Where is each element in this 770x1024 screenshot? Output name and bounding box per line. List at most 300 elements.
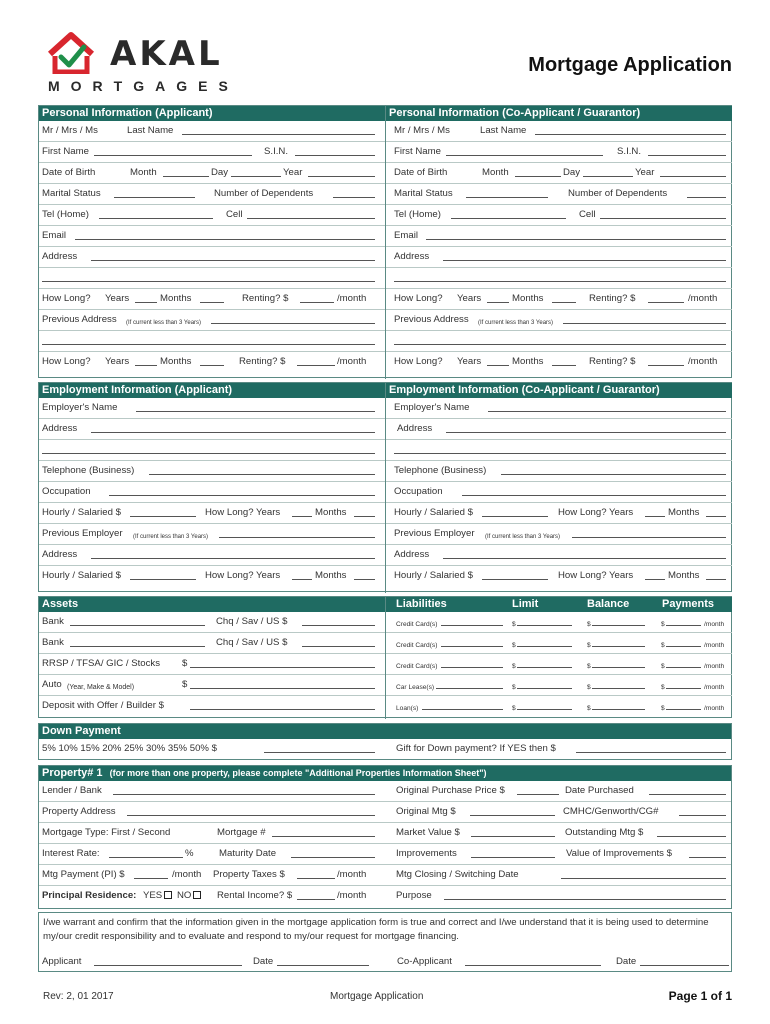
sin-field[interactable]: [295, 146, 375, 156]
label-interest: Interest Rate:: [42, 848, 100, 859]
label-dollar: $: [587, 621, 591, 628]
label-years: Years: [105, 356, 130, 367]
bank-1-amount-field[interactable]: [302, 616, 375, 626]
down-payment-percent-options[interactable]: 5% 10% 15% 20% 25% 30% 35% 50% $: [42, 743, 217, 754]
label-address: Address: [42, 423, 78, 434]
row-phone: [39, 205, 385, 226]
closing-field[interactable]: [561, 869, 726, 879]
co-first-name-field[interactable]: [446, 146, 603, 156]
row-prev-employer: [39, 524, 385, 545]
label-chq: Chq / Sav / US $: [216, 616, 288, 627]
co-emp-address-field[interactable]: [446, 423, 726, 433]
row-address: [39, 247, 385, 268]
label-rental: Rental Income? $: [217, 890, 293, 901]
label-prev-address: Previous Address: [42, 314, 117, 325]
dob-day-field[interactable]: [231, 167, 281, 177]
rrsp-field[interactable]: [190, 658, 375, 668]
label-co-applicant-signature: Co-Applicant: [397, 956, 452, 967]
co-dependents-field[interactable]: [687, 188, 726, 198]
footer-title: Mortgage Application: [330, 991, 424, 1002]
label-market-value: Market Value $: [396, 827, 460, 838]
co-occupation-field[interactable]: [462, 486, 726, 496]
cmhc-field[interactable]: [679, 806, 726, 816]
mortgage-no-field[interactable]: [272, 827, 375, 837]
row-prev-emp-address: [386, 545, 732, 566]
co-address-line-2-field[interactable]: [394, 272, 726, 282]
co-marital-status-field[interactable]: [466, 188, 548, 198]
label-how-long: How Long?: [394, 356, 443, 367]
row-occupation: [39, 482, 385, 503]
label-sin: S.I.N.: [264, 146, 288, 157]
label-year: Year: [635, 167, 655, 178]
row-phone: [386, 205, 732, 226]
dob-year-field[interactable]: [308, 167, 375, 177]
label-rrsp: RRSP / TFSA/ GIC / Stocks: [42, 658, 160, 669]
label-address: Address: [394, 549, 430, 560]
prev-emp-months-field[interactable]: [354, 570, 375, 580]
section-header-down-payment: Down Payment: [39, 724, 731, 739]
label-gift: Gift for Down payment? If YES then $: [396, 743, 556, 754]
label-mortgage-type[interactable]: Mortgage Type: First / Second: [42, 827, 171, 838]
label-dollar: $: [661, 684, 665, 691]
label-dependents: Number of Dependents: [568, 188, 668, 199]
label-maturity: Maturity Date: [219, 848, 277, 859]
address-field[interactable]: [91, 251, 375, 261]
section-header-liabilities: [386, 597, 732, 612]
document-title: Mortgage Application: [528, 54, 732, 76]
label-credit-card: Credit Card(s): [396, 663, 438, 670]
principal-no-option[interactable]: [177, 890, 201, 902]
label-auto-note: (Year, Make & Model): [67, 684, 135, 691]
row-prev-address: [39, 310, 385, 331]
prev-hourly-field[interactable]: [130, 570, 196, 580]
label-cmhc: CMHC/Genworth/CG#: [563, 806, 659, 817]
car-lease-limit[interactable]: [517, 679, 572, 689]
label-improvements: Improvements: [396, 848, 457, 859]
label-loan: Loan(s): [396, 705, 419, 712]
label-year: Year: [283, 167, 303, 178]
label-cell: Cell: [579, 209, 596, 220]
page-footer: [0, 988, 770, 1006]
co-prev-address-field[interactable]: [563, 314, 726, 324]
co-cell-field[interactable]: [600, 209, 726, 219]
section-header-property: [39, 766, 731, 781]
row-emp-address-2: [386, 440, 732, 461]
market-value-field[interactable]: [471, 827, 555, 837]
outstanding-field[interactable]: [657, 827, 726, 837]
label-salutation: Mr / Mrs / Ms: [42, 125, 98, 136]
property-note: (for more than one property, please complete "Additional Properties Information Sheet"): [109, 768, 487, 778]
emp-address-line-2-field[interactable]: [42, 444, 375, 454]
label-address: Address: [42, 251, 78, 262]
improvements-field[interactable]: [471, 848, 555, 858]
car-lease-balance[interactable]: [592, 679, 645, 689]
label-orig-price: Original Purchase Price $: [396, 785, 505, 796]
row-hourly: [386, 503, 732, 524]
emp-address-field[interactable]: [91, 423, 375, 433]
label-years: Years: [457, 356, 482, 367]
label-dob: Date of Birth: [394, 167, 448, 178]
label-mortgage-no: Mortgage #: [217, 827, 266, 838]
taxes-field[interactable]: [297, 869, 335, 879]
prev-emp-address-field[interactable]: [91, 549, 375, 559]
row-lender: [39, 781, 731, 802]
co-tel-home-field[interactable]: [451, 209, 566, 219]
label-closing: Mtg Closing / Switching Date: [396, 869, 519, 880]
credit-card-2-field[interactable]: [441, 637, 503, 647]
row-first-name: [386, 142, 732, 163]
car-lease-payment[interactable]: [666, 679, 701, 689]
co-prev-emp-years-field[interactable]: [645, 570, 665, 580]
co-last-name-field[interactable]: [535, 125, 726, 135]
label-auto: Auto: [42, 679, 62, 690]
orig-mtg-field[interactable]: [470, 806, 555, 816]
label-orig-mtg: Original Mtg $: [396, 806, 456, 817]
prev-years-field[interactable]: [135, 356, 157, 366]
row-prev-employer: [386, 524, 732, 545]
label-co-applicant-date: Date: [616, 956, 637, 967]
label-dollar: $: [512, 621, 516, 628]
label-address: Address: [394, 251, 430, 262]
row-email: [386, 226, 732, 247]
co-emp-address-line-2-field[interactable]: [394, 444, 726, 454]
label-if-less: (If current less than 3 Years): [485, 534, 561, 540]
row-telephone: [386, 461, 732, 482]
row-name: [386, 121, 732, 142]
co-applicant-signature-field[interactable]: [465, 956, 601, 966]
row-prev-address-2: [386, 331, 732, 352]
page-number: Page 1 of 1: [668, 989, 732, 1003]
label-email: Email: [42, 230, 66, 241]
label-date-purchased: Date Purchased: [565, 785, 634, 796]
label-per-month: /month: [337, 356, 367, 367]
co-prev-renting-field[interactable]: [648, 356, 684, 366]
row-address: [386, 247, 732, 268]
co-address-field[interactable]: [443, 251, 726, 261]
revision-label: Rev: 2, 01 2017: [43, 991, 114, 1002]
row-employer: [386, 398, 732, 419]
co-years-field[interactable]: [487, 293, 509, 303]
credit-card-2-balance[interactable]: [592, 637, 645, 647]
co-emp-months-field[interactable]: [706, 507, 726, 517]
co-emp-years-field[interactable]: [645, 507, 665, 517]
co-dob-day-field[interactable]: [583, 167, 633, 177]
label-how-long: How Long?: [394, 293, 443, 304]
label-credit-card: Credit Card(s): [396, 621, 438, 628]
label-car-lease: Car Lease(s): [396, 684, 435, 691]
label-if-less: (If current less than 3 Years): [478, 320, 554, 326]
label-per-month: /month: [704, 642, 725, 649]
label-cell: Cell: [226, 209, 243, 220]
label-if-less: (If current less than 3 Years): [133, 534, 209, 540]
row-prev-address-2: [39, 331, 385, 352]
row-prev-address: [386, 310, 732, 331]
label-dollar: $: [661, 642, 665, 649]
co-prev-months-field[interactable]: [552, 356, 576, 366]
co-sin-field[interactable]: [648, 146, 726, 156]
years-field[interactable]: [135, 293, 157, 303]
label-per-month: /month: [337, 869, 367, 880]
last-name-field[interactable]: [182, 125, 375, 135]
co-employer-field[interactable]: [488, 402, 726, 412]
marital-status-field[interactable]: [114, 188, 195, 198]
label-principal-residence: Principal Residence:: [42, 890, 137, 901]
personal-co-applicant-fields: [386, 121, 732, 379]
section-header-assets: Assets: [39, 597, 385, 612]
label-yes: YES: [143, 890, 163, 901]
label-dollar: $: [587, 705, 591, 712]
label-how-long: How Long?: [42, 356, 91, 367]
prev-address-field[interactable]: [211, 314, 375, 324]
bank-1-field[interactable]: [70, 616, 205, 626]
row-marital: [386, 184, 732, 205]
employer-field[interactable]: [136, 402, 375, 412]
row-principal: [39, 886, 731, 907]
label-dollar: $: [587, 663, 591, 670]
co-prev-emp-months-field[interactable]: [706, 570, 726, 580]
co-prev-address-line-2-field[interactable]: [394, 335, 726, 345]
label-dob: Date of Birth: [42, 167, 96, 178]
auto-field[interactable]: [190, 679, 375, 689]
credit-card-1-balance[interactable]: [592, 616, 645, 626]
lender-field[interactable]: [113, 785, 375, 795]
label-per-month: /month: [337, 293, 367, 304]
deposit-field[interactable]: [190, 700, 375, 710]
balance-header: Balance: [587, 598, 630, 610]
label-taxes: Property Taxes $: [213, 869, 285, 880]
label-dollar: $: [512, 642, 516, 649]
bank-2-amount-field[interactable]: [302, 637, 375, 647]
label-property-address: Property Address: [42, 806, 116, 817]
co-hourly-field[interactable]: [482, 507, 548, 517]
label-how-long-years: How Long? Years: [558, 570, 634, 581]
credit-card-1-payment[interactable]: [666, 616, 701, 626]
rental-field[interactable]: [297, 890, 335, 900]
row-rrsp: [39, 654, 385, 675]
label-prev-employer: Previous Employer: [42, 528, 123, 539]
row-employer: [39, 398, 385, 419]
orig-price-field[interactable]: [517, 785, 559, 795]
label-day: Day: [211, 167, 229, 178]
property-address-field[interactable]: [127, 806, 375, 816]
co-dob-year-field[interactable]: [660, 167, 726, 177]
row-loan: [386, 696, 732, 717]
label-percent: %: [185, 848, 194, 859]
label-per-month: /month: [688, 356, 718, 367]
applicant-signature-field[interactable]: [94, 956, 242, 966]
label-deposit: Deposit with Offer / Builder $: [42, 700, 164, 711]
credit-card-2-payment[interactable]: [666, 637, 701, 647]
prev-emp-years-field[interactable]: [292, 570, 312, 580]
interest-field[interactable]: [109, 848, 183, 858]
row-mtg-type: [39, 823, 731, 844]
label-applicant-signature: Applicant: [42, 956, 82, 967]
label-bank: Bank: [42, 616, 64, 627]
label-hourly: Hourly / Salaried $: [42, 507, 121, 518]
employment-co-applicant-fields: [386, 398, 732, 593]
credit-card-2-limit[interactable]: [517, 637, 572, 647]
principal-yes-option[interactable]: [143, 890, 172, 902]
label-day: Day: [563, 167, 581, 178]
down-payment-amount-field[interactable]: [264, 743, 375, 753]
emp-years-field[interactable]: [292, 507, 312, 517]
telephone-field[interactable]: [149, 465, 375, 475]
co-renting-field[interactable]: [648, 293, 684, 303]
address-line-2-field[interactable]: [42, 272, 375, 282]
co-prev-hourly-field[interactable]: [482, 570, 548, 580]
value-improvements-field[interactable]: [689, 848, 726, 858]
label-per-month: /month: [337, 890, 367, 901]
label-renting: Renting? $: [589, 356, 636, 367]
limit-header: Limit: [512, 598, 539, 610]
row-bank-1: [39, 612, 385, 633]
row-prev-how-long: [39, 352, 385, 373]
akal-logo: [40, 28, 239, 98]
prev-renting-field[interactable]: [297, 356, 335, 366]
label-prev-address: Previous Address: [394, 314, 469, 325]
email-field[interactable]: [75, 230, 375, 240]
credit-card-1-field[interactable]: [441, 616, 503, 626]
label-prev-employer: Previous Employer: [394, 528, 475, 539]
row-credit-card-3: [386, 654, 732, 675]
date-purchased-field[interactable]: [649, 785, 726, 795]
label-employer: Employer's Name: [394, 402, 470, 413]
co-prev-years-field[interactable]: [487, 356, 509, 366]
label-telephone: Telephone (Business): [42, 465, 135, 476]
cell-field[interactable]: [247, 209, 375, 219]
prev-employer-field[interactable]: [219, 528, 375, 538]
co-email-field[interactable]: [426, 230, 726, 240]
label-months: Months: [668, 570, 700, 581]
renting-field[interactable]: [300, 293, 334, 303]
label-employer: Employer's Name: [42, 402, 118, 413]
label-months: Months: [315, 507, 347, 518]
personal-section: [38, 105, 732, 378]
loan-limit[interactable]: [517, 700, 572, 710]
row-deposit: [39, 696, 385, 717]
label-months: Months: [315, 570, 347, 581]
label-occupation: Occupation: [42, 486, 91, 497]
property-section: [38, 765, 732, 909]
dob-month-field[interactable]: [163, 167, 209, 177]
label-telephone: Telephone (Business): [394, 465, 487, 476]
row-prop-address: [39, 802, 731, 823]
co-dob-month-field[interactable]: [515, 167, 561, 177]
label-first-name: First Name: [42, 146, 89, 157]
label-per-month: /month: [704, 705, 725, 712]
assets-liabilities-section: [38, 596, 732, 718]
mtg-payment-field[interactable]: [134, 869, 168, 879]
brand-name: AKAL: [110, 34, 223, 74]
yes-checkbox[interactable]: [164, 891, 172, 899]
row-emp-address-2: [39, 440, 385, 461]
label-marital-status: Marital Status: [42, 188, 101, 199]
maturity-field[interactable]: [291, 848, 375, 858]
label-no: NO: [177, 890, 192, 901]
credit-card-1-limit[interactable]: [517, 616, 572, 626]
row-bank-2: [39, 633, 385, 654]
label-per-month: /month: [688, 293, 718, 304]
months-field[interactable]: [200, 293, 224, 303]
credit-card-3-balance[interactable]: [592, 658, 645, 668]
label-dollar: $: [182, 658, 188, 669]
prev-months-field[interactable]: [200, 356, 224, 366]
hourly-field[interactable]: [130, 507, 196, 517]
row-emp-address: [386, 419, 732, 440]
credit-card-3-payment[interactable]: [666, 658, 701, 668]
row-name: [39, 121, 385, 142]
label-dollar: $: [661, 621, 665, 628]
label-dollar: $: [512, 663, 516, 670]
no-checkbox[interactable]: [193, 891, 201, 899]
label-occupation: Occupation: [394, 486, 443, 497]
loan-field[interactable]: [422, 700, 503, 710]
section-header-personal-co-applicant: Personal Information (Co-Applicant / Guarantor): [386, 106, 732, 121]
payments-header: Payments: [662, 598, 714, 610]
section-header-employment-applicant: Employment Information (Applicant): [39, 383, 385, 398]
credit-card-3-limit[interactable]: [517, 658, 572, 668]
label-month: Month: [130, 167, 157, 178]
label-months: Months: [668, 507, 700, 518]
label-how-long-years: How Long? Years: [205, 570, 281, 581]
label-years: Years: [457, 293, 482, 304]
row-address-2: [39, 268, 385, 289]
label-address: Address: [42, 549, 78, 560]
row-address-2: [386, 268, 732, 289]
co-prev-emp-address-field[interactable]: [443, 549, 726, 559]
applicant-date-field[interactable]: [277, 956, 369, 966]
row-prev-hourly: [39, 566, 385, 587]
purpose-field[interactable]: [444, 890, 726, 900]
assets-fields: [39, 612, 385, 719]
loan-payment[interactable]: [666, 700, 701, 710]
row-car-lease: [386, 675, 732, 696]
label-dependents: Number of Dependents: [214, 188, 314, 199]
label-renting: Renting? $: [589, 293, 636, 304]
label-outstanding: Outstanding Mtg $: [565, 827, 644, 838]
label-per-month: /month: [704, 684, 725, 691]
bank-2-field[interactable]: [70, 637, 205, 647]
dependents-field[interactable]: [333, 188, 375, 198]
row-first-name: [39, 142, 385, 163]
row-mtg-payment: [39, 865, 731, 886]
co-telephone-field[interactable]: [501, 465, 726, 475]
co-months-field[interactable]: [552, 293, 576, 303]
credit-card-3-field[interactable]: [441, 658, 503, 668]
prev-address-line-2-field[interactable]: [42, 335, 375, 345]
co-applicant-date-field[interactable]: [640, 956, 729, 966]
gift-amount-field[interactable]: [576, 743, 726, 753]
co-prev-employer-field[interactable]: [572, 528, 726, 538]
label-address: Address: [397, 423, 433, 434]
label-credit-card: Credit Card(s): [396, 642, 438, 649]
row-prev-how-long: [386, 352, 732, 373]
label-dollar: $: [512, 684, 516, 691]
loan-balance[interactable]: [592, 700, 645, 710]
first-name-field[interactable]: [94, 146, 252, 156]
car-lease-field[interactable]: [436, 679, 503, 689]
label-last-name: Last Name: [480, 125, 527, 136]
label-per-month: /month: [172, 869, 202, 880]
occupation-field[interactable]: [109, 486, 375, 496]
label-how-long-years: How Long? Years: [558, 507, 634, 518]
label-sin: S.I.N.: [617, 146, 641, 157]
tel-home-field[interactable]: [99, 209, 213, 219]
emp-months-field[interactable]: [354, 507, 375, 517]
row-prev-hourly: [386, 566, 732, 587]
label-first-name: First Name: [394, 146, 441, 157]
declaration-text: I/we warrant and confirm that the information given in the mortgage application form is true and correct and I/we understand that it is being used to determine my/our credit responsibility and to evaluate and respond to my/our request for mortgage financing.: [43, 917, 709, 942]
